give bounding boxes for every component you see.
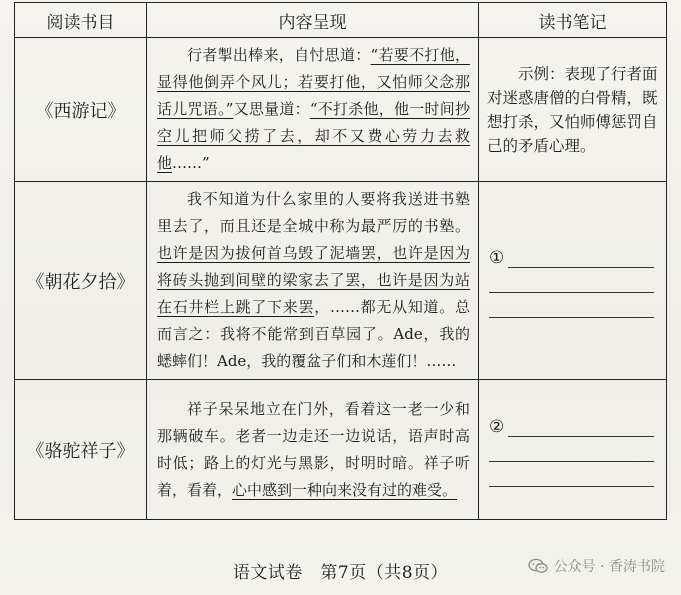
answer-marker: ① [489, 247, 505, 268]
excerpt-text: 祥子呆呆地立在门外，看着这一老一少和那辆破车。老者一边走还一边说话，语声时高时低；路上的灯光与黑影，时明时暗。祥子听着，看着， [157, 399, 470, 499]
content-excerpt [147, 182, 479, 380]
answer-line[interactable] [489, 437, 654, 462]
excerpt-paragraph [157, 396, 470, 504]
table-row [15, 182, 667, 380]
content-excerpt [147, 380, 479, 520]
note-cell [479, 38, 667, 182]
note-cell [479, 380, 667, 520]
header-book: 阅读书目 [15, 3, 147, 38]
content-excerpt [147, 38, 479, 182]
note-cell [479, 182, 667, 380]
watermark-text: 公众号 · 香涛书院 [553, 559, 665, 575]
answer-rule [508, 249, 654, 268]
book-title: 《朝花夕拾》 [15, 182, 147, 380]
excerpt-paragraph [157, 42, 470, 177]
answer-line[interactable] [489, 268, 654, 293]
excerpt-underlined: 心中感到一种向来没有过的难受。 [232, 480, 458, 499]
answer-rule [508, 418, 654, 437]
excerpt-underlined: 也许是因为拔何首乌毁了泥墙罢，也许是因为将砖头抛到间壁的梁家去了罢，也许是因为站在石井栏上跳了下来罢 [157, 244, 470, 316]
header-notes: 读书笔记 [479, 3, 667, 38]
answer-line[interactable] [489, 293, 654, 318]
book-title: 《骆驼祥子》 [15, 380, 147, 520]
reading-table [14, 2, 667, 520]
book-title: 《西游记》 [15, 38, 147, 182]
header-content: 内容呈现 [147, 3, 479, 38]
excerpt-text: 又思量道： [233, 100, 310, 118]
excerpt-paragraph [157, 186, 470, 375]
excerpt-text: 我不知道为什么家里的人要将我送进书塾里去了，而且还是全城中称为最严厉的书塾。 [157, 190, 470, 235]
answer-line[interactable] [489, 413, 654, 437]
wechat-icon [528, 558, 548, 574]
answer-line[interactable] [489, 462, 654, 487]
answer-line[interactable] [489, 244, 654, 268]
table-row [15, 380, 667, 520]
watermark [528, 556, 665, 576]
note-example: 示例：表现了行者面对迷惑唐僧的白骨精，既想打杀，又怕师傅惩罚自己的矛盾心理。 [487, 64, 658, 155]
answer-marker: ② [489, 416, 505, 437]
table-row [15, 38, 667, 182]
page-footer: 语文试卷 第7页（共8页） [232, 563, 449, 583]
excerpt-underlined: “若要不打他，显得他倒弄个风儿；若要打他，又怕师父念那话儿咒语。” [157, 46, 470, 118]
excerpt-text: ，……都无从知道。总而言之：我将不能常到百草园了。Ade，我的蟋蟀们！Ade，我的覆盆子们和木莲们！…… [157, 298, 470, 370]
table-header-row [15, 3, 667, 38]
excerpt-text: ……” [172, 154, 210, 172]
excerpt-text: 行者掣出棒来，自忖思道： [187, 46, 371, 64]
excerpt-underlined: “不打杀他，他一时间抄空儿把师父捞了去，却不又费心劳力去救他 [157, 100, 471, 172]
